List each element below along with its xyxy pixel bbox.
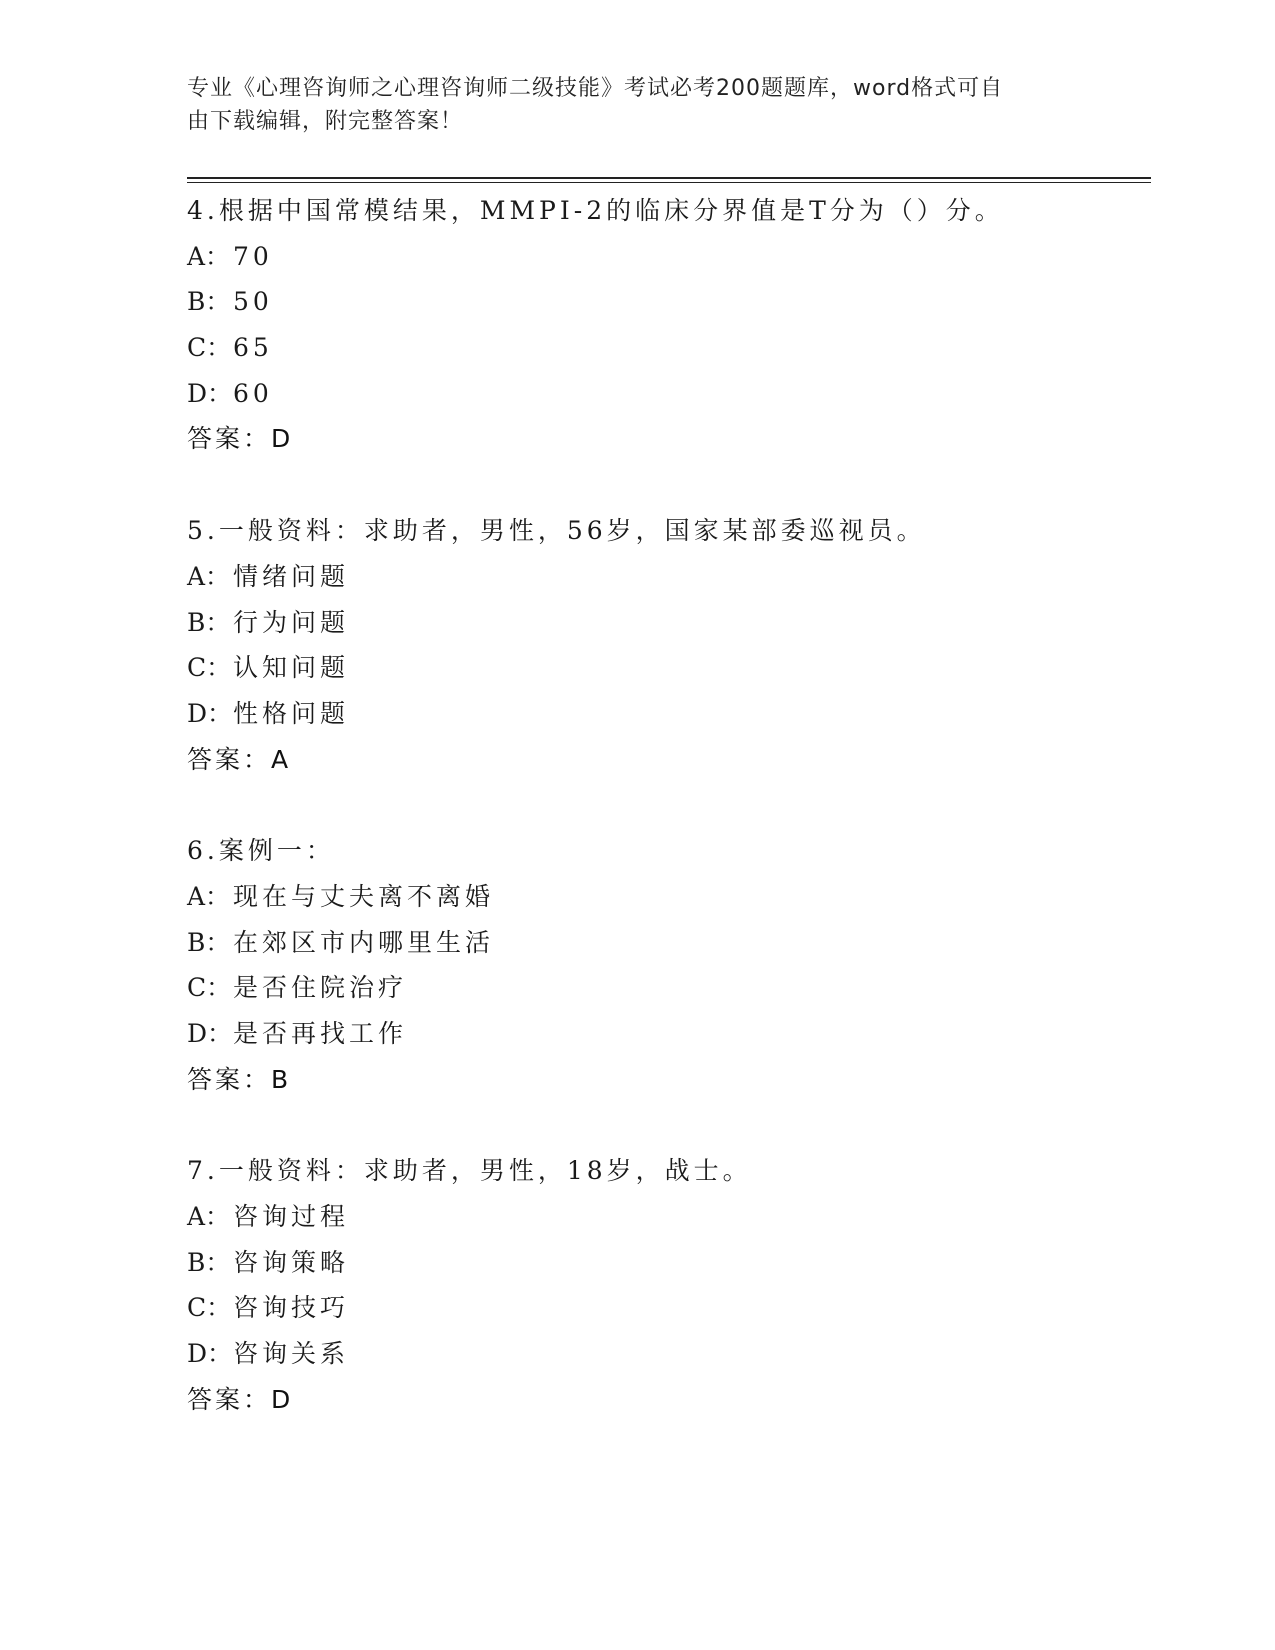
- question-text: 7.一般资料：求助者，男性，18岁，战士。: [187, 1156, 752, 1186]
- option-b: [187, 600, 1147, 646]
- option-text: 情绪问题: [233, 561, 350, 591]
- option-key: C：: [187, 973, 232, 1003]
- option-d: [187, 691, 1147, 737]
- option-key: C：: [187, 333, 232, 363]
- option-key: B：: [187, 1247, 231, 1277]
- header-line-2: 由下载编辑，附完整答案！: [187, 109, 464, 134]
- option-text: 行为问题: [233, 607, 350, 637]
- option-key: A：: [187, 881, 231, 911]
- option-key: D：: [187, 698, 233, 728]
- option-key: D：: [187, 1339, 233, 1369]
- option-key: A：: [187, 1202, 231, 1232]
- option-text: 是否住院治疗: [233, 973, 408, 1003]
- option-key: B：: [187, 287, 231, 317]
- option-c: [187, 1285, 1147, 1331]
- answer-text: 答案：D: [187, 424, 294, 454]
- option-a: [187, 874, 1147, 920]
- document-header: [187, 72, 1067, 138]
- question-item: [187, 188, 1147, 462]
- option-text: 咨询过程: [233, 1202, 350, 1232]
- question-item: [187, 828, 1147, 1102]
- option-text: 65: [233, 333, 273, 363]
- option-d: [187, 1011, 1147, 1057]
- option-text: 咨询策略: [233, 1247, 350, 1277]
- question-item: [187, 1148, 1147, 1422]
- option-key: C：: [187, 1293, 232, 1323]
- question-item: [187, 508, 1147, 782]
- option-text: 性格问题: [233, 698, 350, 728]
- option-a: [187, 1194, 1147, 1240]
- question-text: 5.一般资料：求助者，男性，56岁，国家某部委巡视员。: [187, 516, 926, 546]
- option-text: 认知问题: [233, 653, 350, 683]
- option-a: [187, 554, 1147, 600]
- option-text: 咨询技巧: [233, 1293, 350, 1323]
- header-line-1: 专业《心理咨询师之心理咨询师二级技能》考试必考200题题库，word格式可自: [187, 76, 1004, 101]
- option-text: 70: [233, 241, 273, 271]
- option-b: [187, 920, 1147, 966]
- option-text: 咨询关系: [233, 1339, 350, 1369]
- option-text: 在郊区市内哪里生活: [233, 927, 495, 957]
- option-text: 50: [233, 287, 273, 317]
- question-text: 6.案例一：: [187, 836, 335, 866]
- option-b: [187, 279, 1147, 325]
- option-key: B：: [187, 607, 231, 637]
- answer-text: 答案：D: [187, 1384, 294, 1414]
- header-divider-thick: [187, 177, 1151, 179]
- option-text: 60: [233, 378, 273, 408]
- option-c: [187, 965, 1147, 1011]
- option-key: D：: [187, 378, 233, 408]
- header-divider-thin: [187, 182, 1151, 183]
- question-list: [187, 188, 1147, 1469]
- answer-text: 答案：A: [187, 744, 292, 774]
- option-a: [187, 234, 1147, 280]
- option-key: B：: [187, 927, 231, 957]
- option-key: A：: [187, 241, 231, 271]
- answer-text: 答案：B: [187, 1064, 292, 1094]
- option-text: 是否再找工作: [233, 1019, 408, 1048]
- option-d: [187, 371, 1147, 417]
- question-text: 4.根据中国常模结果，MMPI-2的临床分界值是T分为（）分。: [187, 196, 1004, 225]
- option-c: [187, 325, 1147, 371]
- option-key: C：: [187, 653, 232, 683]
- option-b: [187, 1240, 1147, 1286]
- option-key: A：: [187, 561, 231, 591]
- option-key: D：: [187, 1019, 233, 1048]
- option-d: [187, 1331, 1147, 1377]
- option-text: 现在与丈夫离不离婚: [233, 881, 495, 911]
- option-c: [187, 645, 1147, 691]
